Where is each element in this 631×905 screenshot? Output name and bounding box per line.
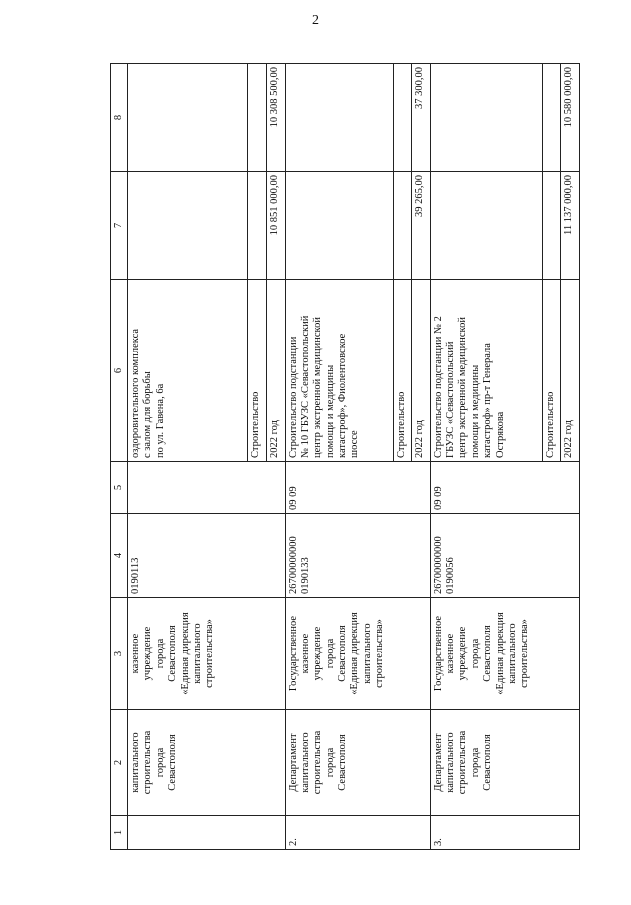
amount-7-value: 39 265,00 bbox=[412, 172, 431, 280]
amount-8-value: 10 580 000,00 bbox=[561, 64, 580, 172]
executor-cell: Государственное казенное учреждение города Севастополя «Единая дирекция капитального строительства» bbox=[285, 598, 430, 710]
amount-8-cell bbox=[430, 64, 542, 172]
row-number bbox=[128, 816, 286, 850]
code-cell: 26700000000 0190133 bbox=[285, 514, 430, 598]
amount-7-cell bbox=[285, 172, 393, 280]
customer-cell: Департамент капитального строительства города Севастополя bbox=[430, 710, 579, 816]
header-col-8: 8 bbox=[111, 64, 128, 172]
amount-8-cell bbox=[128, 64, 248, 172]
amount-8-value: 10 308 500,00 bbox=[266, 64, 285, 172]
code-cell: 26700000000 0190056 bbox=[430, 514, 579, 598]
year-cell: 2022 год bbox=[412, 280, 431, 462]
executor-cell: казенное учреждение города Севастополя «Единая дирекция капитального строительства» bbox=[128, 598, 286, 710]
customer-cell: капитального строительства города Севастополя bbox=[128, 710, 286, 816]
header-col-7: 7 bbox=[111, 172, 128, 280]
section-cell: 09 09 bbox=[430, 462, 579, 514]
object-cell: Строительство подстанции № 2 ГБУЗС «Севастопольский центр экстренной медицинской помощи и медицины катастроф» пр-т Генерала Острякова bbox=[430, 280, 542, 462]
amount-8-value: 37 300,00 bbox=[412, 64, 431, 172]
executor-cell: Государственное казенное учреждение города Севастополя «Единая дирекция капитального строительства» bbox=[430, 598, 579, 710]
work-type-cell: Строительство bbox=[542, 280, 561, 462]
header-row bbox=[111, 64, 128, 850]
header-col-2: 2 bbox=[111, 710, 128, 816]
amount-7-cell bbox=[430, 172, 542, 280]
amount-7-value: 10 851 000,00 bbox=[266, 172, 285, 280]
amount-8-cell bbox=[542, 64, 561, 172]
work-type-cell: Строительство bbox=[248, 280, 267, 462]
section-cell: 09 09 bbox=[285, 462, 430, 514]
amount-7-cell bbox=[248, 172, 267, 280]
amount-8-cell bbox=[285, 64, 393, 172]
amount-7-cell bbox=[393, 172, 412, 280]
year-cell: 2022 год bbox=[266, 280, 285, 462]
code-cell: 0190113 bbox=[128, 514, 286, 598]
amount-8-cell bbox=[248, 64, 267, 172]
header-col-4: 4 bbox=[111, 514, 128, 598]
object-cell: Строительство подстанции № 10 ГБУЗС «Севастопольский центр экстренной медицинской помощи и медицины катастроф», Фиолентовское шоссе bbox=[285, 280, 393, 462]
amount-8-cell bbox=[393, 64, 412, 172]
row-number: 3. bbox=[430, 816, 579, 850]
header-col-3: 3 bbox=[111, 598, 128, 710]
work-type-cell: Строительство bbox=[393, 280, 412, 462]
customer-cell: Департамент капитального строительства города Севастополя bbox=[285, 710, 430, 816]
rotated-table-container bbox=[110, 64, 580, 850]
amount-7-value: 11 137 000,00 bbox=[561, 172, 580, 280]
header-col-1: 1 bbox=[111, 816, 128, 850]
table-row bbox=[128, 64, 248, 850]
header-col-5: 5 bbox=[111, 462, 128, 514]
object-cell: оздоровительного комплекса с залом для борьбы по ул. Гавена, 6а bbox=[128, 280, 248, 462]
table-row bbox=[430, 64, 542, 850]
table-row bbox=[285, 64, 393, 850]
section-cell bbox=[128, 462, 286, 514]
header-col-6: 6 bbox=[111, 280, 128, 462]
year-cell: 2022 год bbox=[561, 280, 580, 462]
amount-7-cell bbox=[128, 172, 248, 280]
row-number: 2. bbox=[285, 816, 430, 850]
page-number: 2 bbox=[312, 13, 319, 28]
budget-table bbox=[110, 63, 580, 850]
amount-7-cell bbox=[542, 172, 561, 280]
